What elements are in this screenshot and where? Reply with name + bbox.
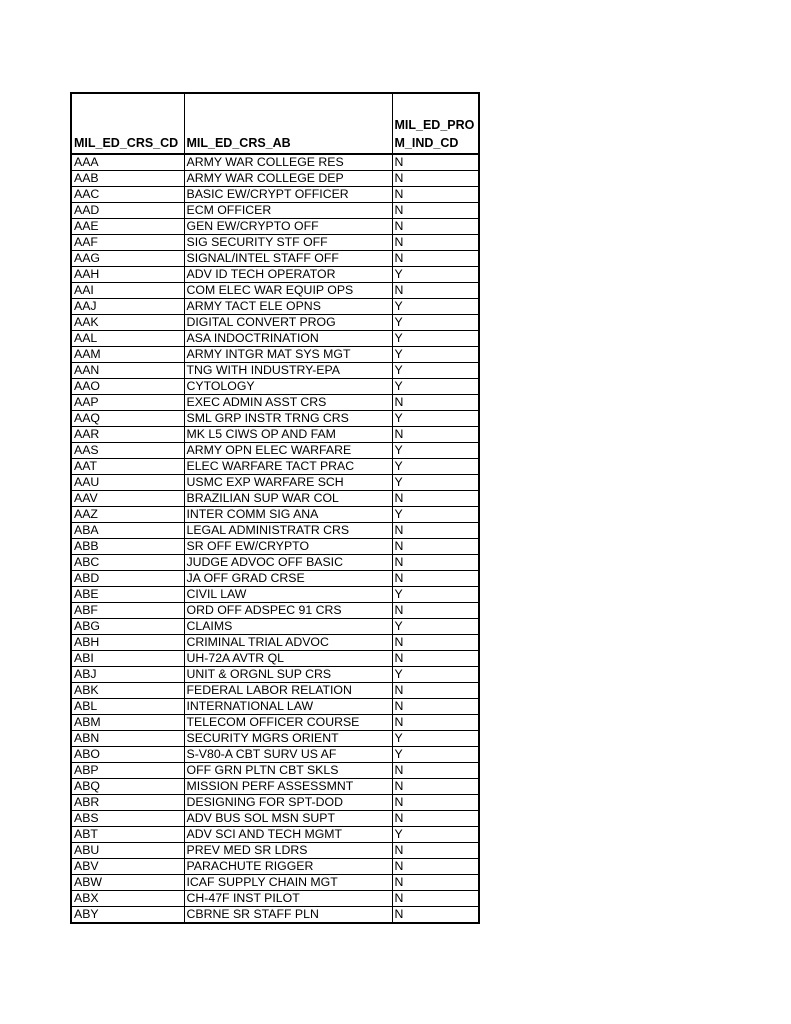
table-row xyxy=(71,347,479,363)
table-row xyxy=(71,763,479,779)
course-code-cell: AAV xyxy=(71,491,184,507)
prom-indicator-cell: N xyxy=(392,219,479,235)
course-code-cell: ABV xyxy=(71,859,184,875)
prom-indicator-cell: Y xyxy=(392,411,479,427)
course-code-cell: AAO xyxy=(71,379,184,395)
course-abbrev-cell: ADV ID TECH OPERATOR xyxy=(184,267,392,283)
table-row xyxy=(71,459,479,475)
course-code-cell: AAS xyxy=(71,443,184,459)
course-code-cell: AAJ xyxy=(71,299,184,315)
prom-indicator-cell: N xyxy=(392,571,479,587)
table-row xyxy=(71,843,479,859)
course-code-cell: ABQ xyxy=(71,779,184,795)
prom-indicator-cell: N xyxy=(392,203,479,219)
course-code-cell: AAK xyxy=(71,315,184,331)
course-code-cell: ABR xyxy=(71,795,184,811)
course-abbrev-cell: ADV SCI AND TECH MGMT xyxy=(184,827,392,843)
course-abbrev-cell: ARMY INTGR MAT SYS MGT xyxy=(184,347,392,363)
course-code-cell: ABX xyxy=(71,891,184,907)
table-row xyxy=(71,779,479,795)
course-code-cell: ABU xyxy=(71,843,184,859)
table-row xyxy=(71,747,479,763)
course-abbrev-cell: ASA INDOCTRINATION xyxy=(184,331,392,347)
course-abbrev-cell: DIGITAL CONVERT PROG xyxy=(184,315,392,331)
course-abbrev-cell: ADV BUS SOL MSN SUPT xyxy=(184,811,392,827)
prom-indicator-cell: N xyxy=(392,843,479,859)
course-code-cell: AAR xyxy=(71,427,184,443)
course-code-cell: ABS xyxy=(71,811,184,827)
prom-indicator-cell: N xyxy=(392,891,479,907)
course-code-cell: AAC xyxy=(71,187,184,203)
prom-indicator-cell: N xyxy=(392,539,479,555)
table-row xyxy=(71,635,479,651)
prom-indicator-cell: N xyxy=(392,427,479,443)
prom-indicator-cell: N xyxy=(392,859,479,875)
prom-indicator-cell: N xyxy=(392,875,479,891)
course-abbrev-cell: DESIGNING FOR SPT-DOD xyxy=(184,795,392,811)
table-row xyxy=(71,379,479,395)
course-code-cell: AAT xyxy=(71,459,184,475)
course-abbrev-cell: LEGAL ADMINISTRATR CRS xyxy=(184,523,392,539)
course-code-cell: ABD xyxy=(71,571,184,587)
table-row xyxy=(71,875,479,891)
table-row xyxy=(71,523,479,539)
prom-indicator-cell: N xyxy=(392,795,479,811)
course-code-cell: AAB xyxy=(71,171,184,187)
course-code-table-container xyxy=(70,92,480,924)
course-code-cell: ABP xyxy=(71,763,184,779)
table-row xyxy=(71,203,479,219)
prom-indicator-cell: Y xyxy=(392,315,479,331)
table-row xyxy=(71,283,479,299)
course-code-cell: AAZ xyxy=(71,507,184,523)
table-row xyxy=(71,827,479,843)
table-row xyxy=(71,651,479,667)
course-code-cell: ABW xyxy=(71,875,184,891)
course-abbrev-cell: MK L5 CIWS OP AND FAM xyxy=(184,427,392,443)
course-abbrev-cell: CH-47F INST PILOT xyxy=(184,891,392,907)
table-row xyxy=(71,859,479,875)
prom-indicator-cell: Y xyxy=(392,619,479,635)
prom-indicator-cell: N xyxy=(392,171,479,187)
table-row xyxy=(71,587,479,603)
course-code-cell: AAU xyxy=(71,475,184,491)
prom-indicator-cell: N xyxy=(392,763,479,779)
course-code-table xyxy=(70,92,480,924)
header-prom-indicator: MIL_ED_PROM_IND_CD xyxy=(392,93,479,154)
course-code-cell: ABF xyxy=(71,603,184,619)
course-code-cell: AAP xyxy=(71,395,184,411)
prom-indicator-cell: Y xyxy=(392,475,479,491)
course-abbrev-cell: ORD OFF ADSPEC 91 CRS xyxy=(184,603,392,619)
prom-indicator-cell: Y xyxy=(392,299,479,315)
table-row xyxy=(71,715,479,731)
course-abbrev-cell: ARMY WAR COLLEGE DEP xyxy=(184,171,392,187)
prom-indicator-cell: Y xyxy=(392,267,479,283)
course-abbrev-cell: UNIT & ORGNL SUP CRS xyxy=(184,667,392,683)
table-body xyxy=(71,154,479,923)
course-abbrev-cell: SIGNAL/INTEL STAFF OFF xyxy=(184,251,392,267)
course-code-cell: ABL xyxy=(71,699,184,715)
table-row xyxy=(71,811,479,827)
table-row xyxy=(71,731,479,747)
course-abbrev-cell: ECM OFFICER xyxy=(184,203,392,219)
course-abbrev-cell: GEN EW/CRYPTO OFF xyxy=(184,219,392,235)
table-row xyxy=(71,507,479,523)
course-abbrev-cell: INTERNATIONAL LAW xyxy=(184,699,392,715)
prom-indicator-cell: Y xyxy=(392,747,479,763)
table-row xyxy=(71,683,479,699)
prom-indicator-cell: Y xyxy=(392,459,479,475)
prom-indicator-cell: Y xyxy=(392,331,479,347)
course-abbrev-cell: CBRNE SR STAFF PLN xyxy=(184,907,392,924)
course-abbrev-cell: ARMY WAR COLLEGE RES xyxy=(184,154,392,171)
prom-indicator-cell: N xyxy=(392,651,479,667)
course-code-cell: ABA xyxy=(71,523,184,539)
table-row xyxy=(71,267,479,283)
course-code-cell: ABM xyxy=(71,715,184,731)
table-row xyxy=(71,475,479,491)
prom-indicator-cell: N xyxy=(392,555,479,571)
course-abbrev-cell: SECURITY MGRS ORIENT xyxy=(184,731,392,747)
course-abbrev-cell: EXEC ADMIN ASST CRS xyxy=(184,395,392,411)
prom-indicator-cell: Y xyxy=(392,667,479,683)
table-row xyxy=(71,331,479,347)
course-abbrev-cell: ARMY OPN ELEC WARFARE xyxy=(184,443,392,459)
course-abbrev-cell: SIG SECURITY STF OFF xyxy=(184,235,392,251)
prom-indicator-cell: N xyxy=(392,603,479,619)
table-row xyxy=(71,891,479,907)
course-code-cell: ABY xyxy=(71,907,184,924)
course-code-cell: ABT xyxy=(71,827,184,843)
table-row xyxy=(71,555,479,571)
table-row xyxy=(71,251,479,267)
table-row xyxy=(71,299,479,315)
table-row xyxy=(71,443,479,459)
prom-indicator-cell: Y xyxy=(392,587,479,603)
prom-indicator-cell: N xyxy=(392,635,479,651)
course-abbrev-cell: BRAZILIAN SUP WAR COL xyxy=(184,491,392,507)
prom-indicator-cell: N xyxy=(392,154,479,171)
prom-indicator-cell: N xyxy=(392,187,479,203)
table-row xyxy=(71,699,479,715)
course-code-cell: ABG xyxy=(71,619,184,635)
course-abbrev-cell: USMC EXP WARFARE SCH xyxy=(184,475,392,491)
course-code-cell: AAA xyxy=(71,154,184,171)
course-code-cell: AAM xyxy=(71,347,184,363)
course-code-cell: AAE xyxy=(71,219,184,235)
course-abbrev-cell: INTER COMM SIG ANA xyxy=(184,507,392,523)
course-code-cell: AAH xyxy=(71,267,184,283)
course-abbrev-cell: CLAIMS xyxy=(184,619,392,635)
course-code-cell: AAN xyxy=(71,363,184,379)
course-code-cell: ABN xyxy=(71,731,184,747)
prom-indicator-cell: N xyxy=(392,395,479,411)
course-abbrev-cell: JUDGE ADVOC OFF BASIC xyxy=(184,555,392,571)
prom-indicator-cell: N xyxy=(392,235,479,251)
table-row xyxy=(71,363,479,379)
table-row xyxy=(71,539,479,555)
table-row xyxy=(71,795,479,811)
course-abbrev-cell: TNG WITH INDUSTRY-EPA xyxy=(184,363,392,379)
course-abbrev-cell: CRIMINAL TRIAL ADVOC xyxy=(184,635,392,651)
header-course-code: MIL_ED_CRS_CD xyxy=(71,93,184,154)
course-abbrev-cell: JA OFF GRAD CRSE xyxy=(184,571,392,587)
prom-indicator-cell: N xyxy=(392,715,479,731)
prom-indicator-cell: N xyxy=(392,683,479,699)
header-course-abbrev: MIL_ED_CRS_AB xyxy=(184,93,392,154)
course-code-cell: AAI xyxy=(71,283,184,299)
table-row xyxy=(71,171,479,187)
table-row xyxy=(71,219,479,235)
table-row xyxy=(71,571,479,587)
course-abbrev-cell: MISSION PERF ASSESSMNT xyxy=(184,779,392,795)
header-row xyxy=(71,93,479,154)
course-abbrev-cell: TELECOM OFFICER COURSE xyxy=(184,715,392,731)
prom-indicator-cell: N xyxy=(392,779,479,795)
prom-indicator-cell: N xyxy=(392,699,479,715)
prom-indicator-cell: Y xyxy=(392,731,479,747)
table-row xyxy=(71,603,479,619)
table-row xyxy=(71,491,479,507)
table-row xyxy=(71,667,479,683)
table-row xyxy=(71,187,479,203)
prom-indicator-cell: N xyxy=(392,283,479,299)
table-row xyxy=(71,619,479,635)
table-row xyxy=(71,395,479,411)
course-code-cell: ABO xyxy=(71,747,184,763)
table-row xyxy=(71,411,479,427)
course-abbrev-cell: CIVIL LAW xyxy=(184,587,392,603)
course-abbrev-cell: SML GRP INSTR TRNG CRS xyxy=(184,411,392,427)
course-abbrev-cell: CYTOLOGY xyxy=(184,379,392,395)
course-abbrev-cell: FEDERAL LABOR RELATION xyxy=(184,683,392,699)
course-code-cell: AAF xyxy=(71,235,184,251)
course-code-cell: AAG xyxy=(71,251,184,267)
course-code-cell: ABJ xyxy=(71,667,184,683)
prom-indicator-cell: Y xyxy=(392,827,479,843)
course-code-cell: ABK xyxy=(71,683,184,699)
table-row xyxy=(71,907,479,924)
table-row xyxy=(71,235,479,251)
table-row xyxy=(71,315,479,331)
course-abbrev-cell: PREV MED SR LDRS xyxy=(184,843,392,859)
prom-indicator-cell: N xyxy=(392,491,479,507)
course-abbrev-cell: ELEC WARFARE TACT PRAC xyxy=(184,459,392,475)
course-code-cell: ABC xyxy=(71,555,184,571)
course-abbrev-cell: PARACHUTE RIGGER xyxy=(184,859,392,875)
course-abbrev-cell: SR OFF EW/CRYPTO xyxy=(184,539,392,555)
course-code-cell: AAD xyxy=(71,203,184,219)
prom-indicator-cell: Y xyxy=(392,347,479,363)
course-abbrev-cell: S-V80-A CBT SURV US AF xyxy=(184,747,392,763)
course-code-cell: ABE xyxy=(71,587,184,603)
prom-indicator-cell: Y xyxy=(392,443,479,459)
table-row xyxy=(71,427,479,443)
course-code-cell: ABI xyxy=(71,651,184,667)
course-code-cell: AAL xyxy=(71,331,184,347)
course-code-cell: ABB xyxy=(71,539,184,555)
course-abbrev-cell: OFF GRN PLTN CBT SKLS xyxy=(184,763,392,779)
prom-indicator-cell: N xyxy=(392,811,479,827)
course-abbrev-cell: COM ELEC WAR EQUIP OPS xyxy=(184,283,392,299)
course-abbrev-cell: UH-72A AVTR QL xyxy=(184,651,392,667)
prom-indicator-cell: N xyxy=(392,523,479,539)
course-code-cell: ABH xyxy=(71,635,184,651)
prom-indicator-cell: N xyxy=(392,907,479,924)
table-row xyxy=(71,154,479,171)
prom-indicator-cell: N xyxy=(392,251,479,267)
prom-indicator-cell: Y xyxy=(392,379,479,395)
course-abbrev-cell: ARMY TACT ELE OPNS xyxy=(184,299,392,315)
course-abbrev-cell: BASIC EW/CRYPT OFFICER xyxy=(184,187,392,203)
course-code-cell: AAQ xyxy=(71,411,184,427)
course-abbrev-cell: ICAF SUPPLY CHAIN MGT xyxy=(184,875,392,891)
prom-indicator-cell: Y xyxy=(392,507,479,523)
prom-indicator-cell: Y xyxy=(392,363,479,379)
